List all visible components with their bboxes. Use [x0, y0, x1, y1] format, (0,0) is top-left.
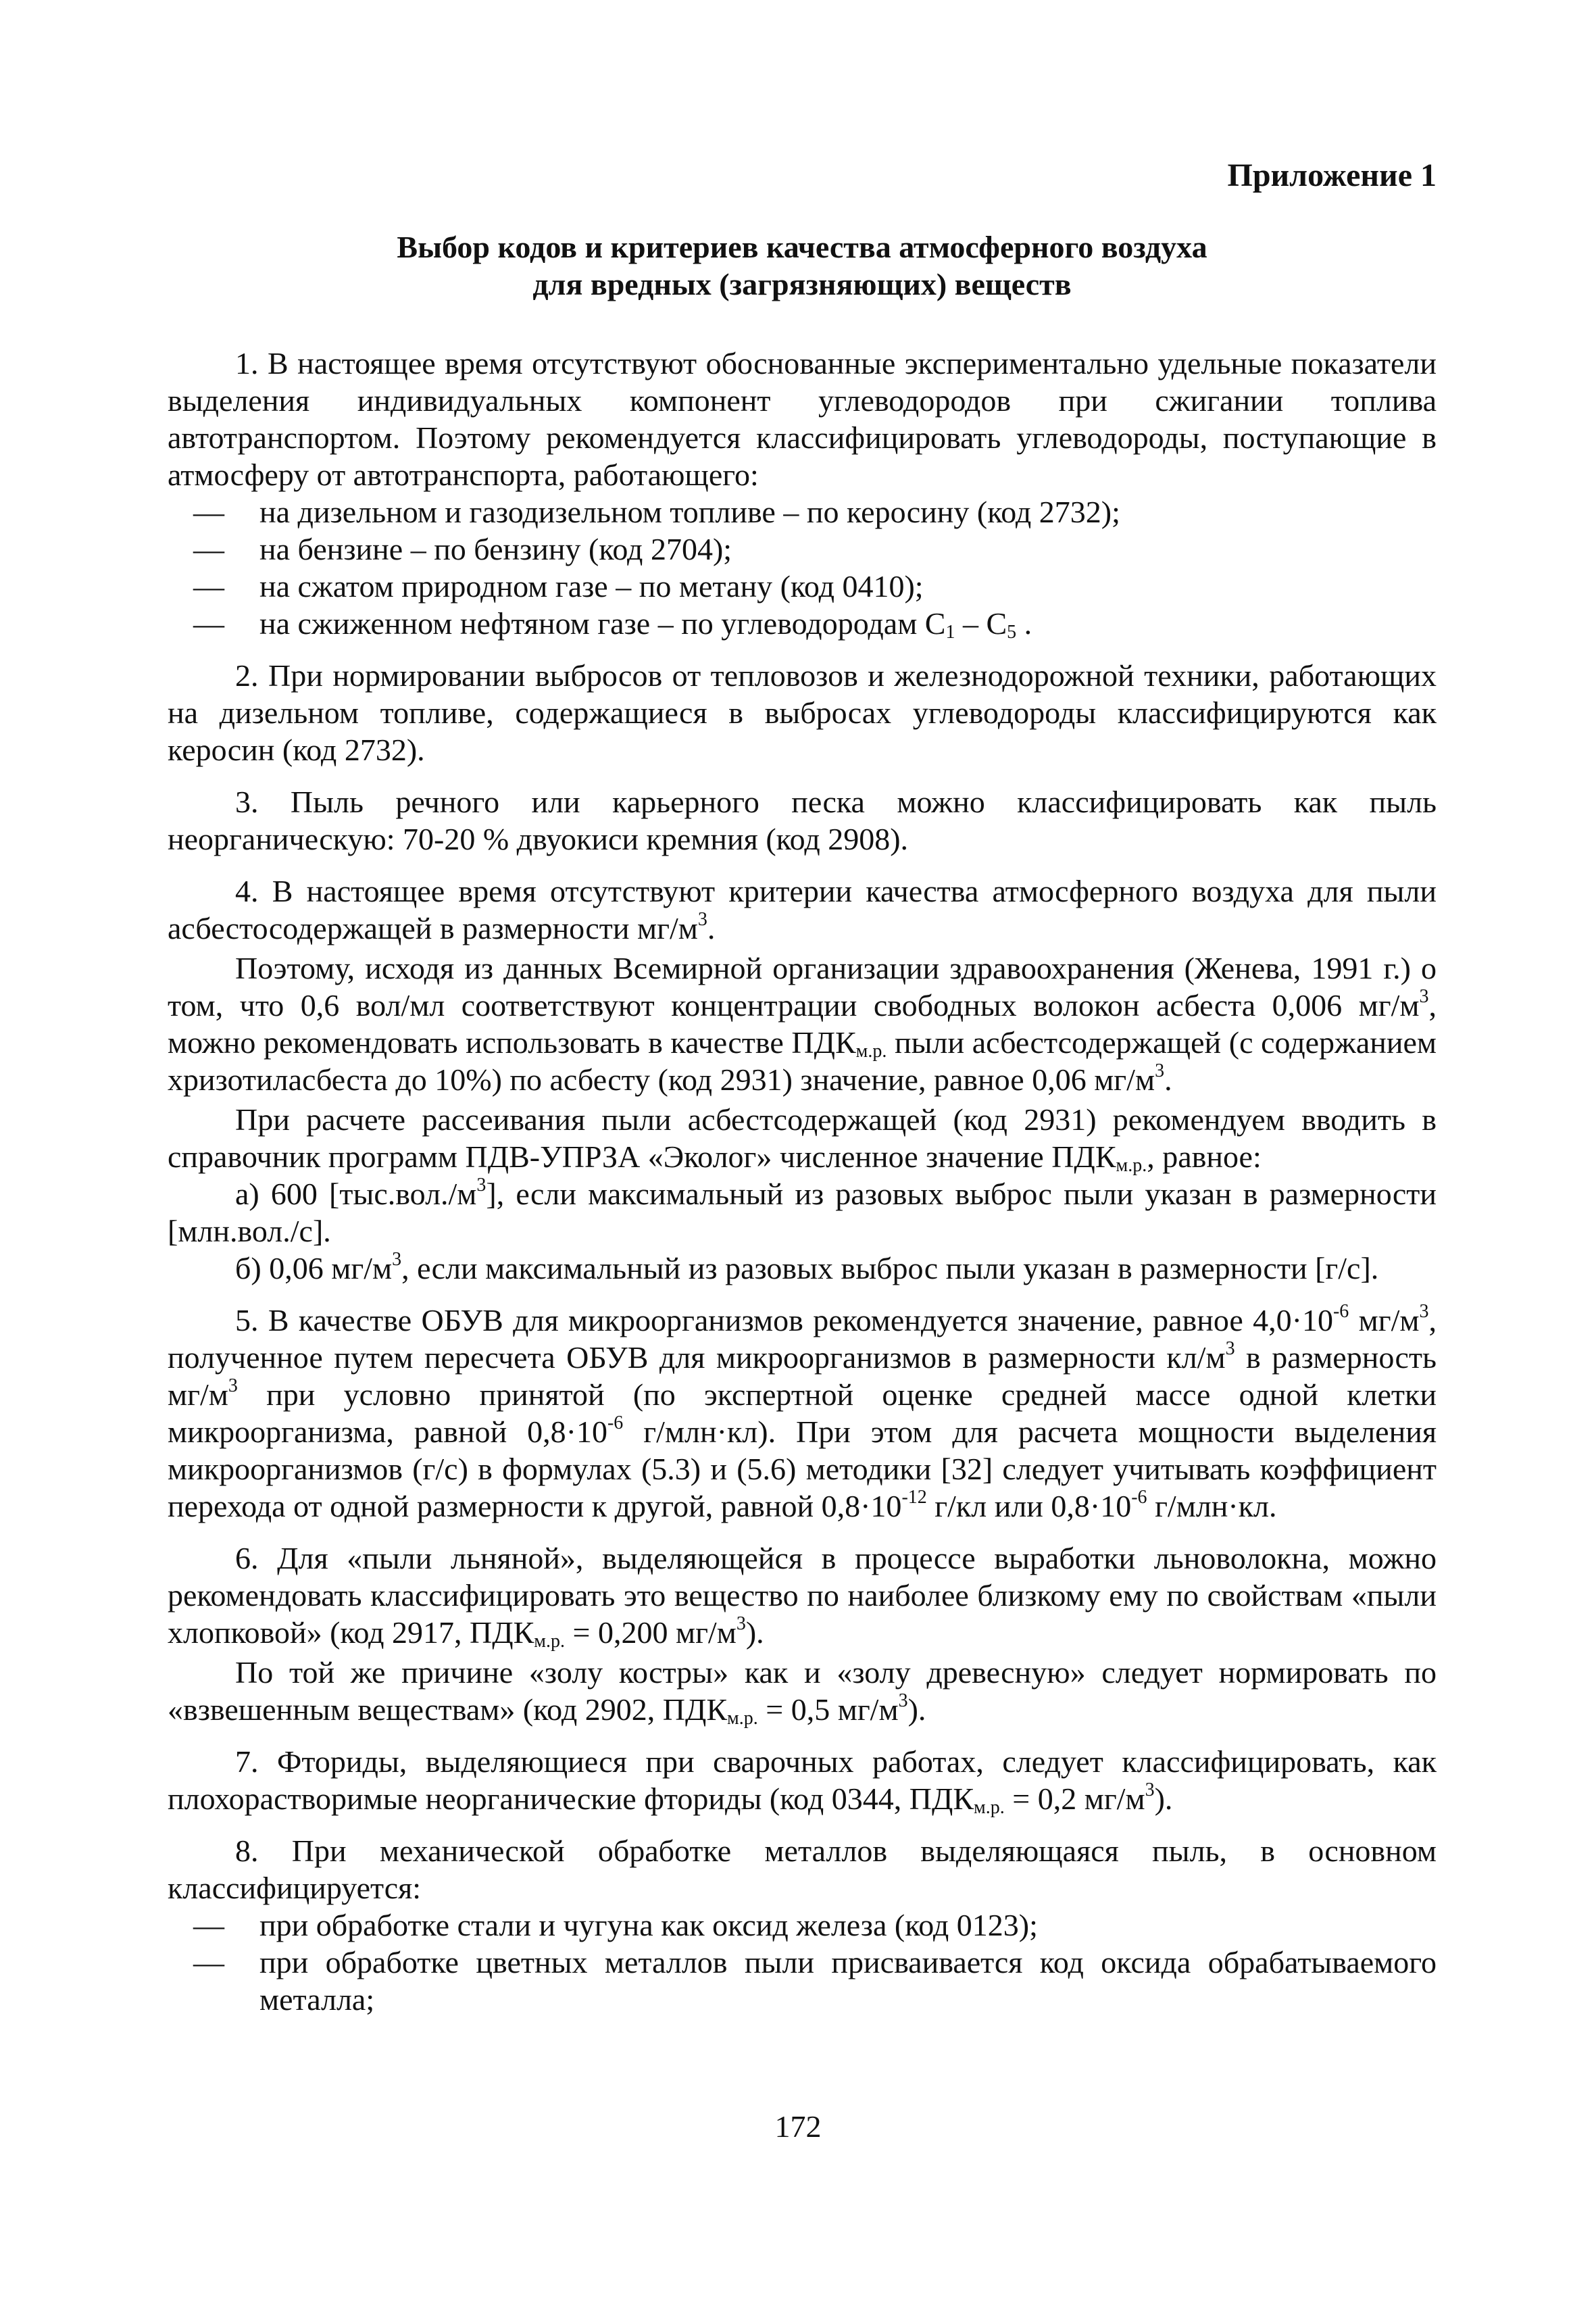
- section-2-paragraph: 2. При нормировании выбросов от тепловозов и железнодорожной техники, работающих на дизельном топливе, содержащиеся в выбросах углеводороды классифицируются как керосин (код 2732).: [168, 658, 1437, 767]
- section-4-option-b: б) 0,06 $мг/м^3$, если максимальный из разовых выброс пыли указан в размерности [г/с].: [235, 1249, 1379, 1285]
- list-item: — на сжиженном нефтяном газе – по углеводородам $C_1 - C_5$ .: [168, 605, 1437, 642]
- section-6-paragraph-2: По той же причине «золу костры» как и «золу древесную» следует нормировать по «взвешенным веществам» (код 2902, $ПДК_{м.р.} = 0,5$ $мг/м^3$).: [168, 1655, 1437, 1729]
- body-text: [168, 345, 1437, 2018]
- appendix-label: Приложение 1: [1227, 157, 1437, 193]
- section-6-paragraph-1: 6. Для «пыли льняной», выделяющейся в процессе выработки льноволокна, можно рекомендовать классифицировать это вещество по наиболее близкому ему по свойствам «пыли хлопковой» (код 2917, $ПДК_{м.р.} = 0,200$ $мг/м^3$).: [168, 1541, 1437, 1652]
- list-item: — при обработке цветных металлов пыли присваивается код оксида обрабатываемого металла;: [168, 1944, 1437, 2018]
- section-4-paragraph-1: 4. В настоящее время отсутствуют критерии качества атмосферного воздуха для пыли асбестосодержащей в размерности $мг/м^3$.: [168, 874, 1437, 945]
- section-7-paragraph: 7. Фториды, выделяющиеся при сварочных работах, следует классифицировать, как плохорастворимые неорганические фториды (код 0344, $ПДК_{м.р.} = 0,2$ $мг/м^3$).: [168, 1744, 1437, 1818]
- section-1-paragraph: 1. В настоящее время отсутствуют обоснованные экспериментально удельные показатели выделения индивидуальных компонент углеводородов при сжигании топлива автотранспортом. Поэтому рекомендуется классифицировать углеводороды, поступающие в атмосферу от автотранспорта, работающего:: [168, 346, 1437, 492]
- page-title: [168, 228, 1437, 303]
- section-8-paragraph: 8. При механической обработке металлов выделяющаяся пыль, в основном классифицируется:: [168, 1833, 1437, 1905]
- section-8-list: [168, 1906, 1437, 2018]
- section-3-paragraph: 3. Пыль речного или карьерного песка можно классифицировать как пыль неорганическую: 70-20 % двуокиси кремния (код 2908).: [168, 785, 1437, 856]
- section-5-paragraph: 5. В качестве ОБУВ для микроорганизмов рекомендуется значение, равное $4,0\cdot 10^{-6}$ $мг/м^3$, полученное путем пересчета ОБУВ для микроорганизмов в размерности $кл/м^3$ в размерность $мг/м^3$ при условно принятой (по экспертной оценке средней массе одной клетки микроорганизма, равной $0,8\cdot 10^{-6}$ г/млн·кл). При этом для расчета мощности выделения микроорганизмов (г/с) в формулах (5.3) и (5.6) методики [32] следует учитывать коэффициент перехода от одной размерности к другой, равной $0,8\cdot 10^{-12}$ г/кл или $0,8\cdot 10^{-6}$ г/млн·кл.: [168, 1301, 1437, 1523]
- section-4-option-a: а) 600 $[тыс.вол./м^3]$, если максимальный из разовых выброс пыли указан в размерности [млн.вол./с].: [168, 1175, 1437, 1248]
- list-item: — на дизельном и газодизельном топливе – по керосину (код 2732);: [168, 493, 1437, 531]
- section-4-paragraph-2: Поэтому, исходя из данных Всемирной организации здравоохранения (Женева, 1991 г.) о том, что 0,6 вол/мл соответствуют концентрации свободных волокон асбеста 0,006 $мг/м^3$, можно рекомендовать использовать в качестве $ПДК_{м.р.}$ пыли асбестсодержащей (с содержанием хризотиласбеста до 10%) по асбесту (код 2931) значение, равное 0,06 $мг/м^3$.: [168, 951, 1437, 1097]
- list-item: — на бензине – по бензину (код 2704);: [168, 531, 1437, 568]
- section-4-paragraph-3: При расчете рассеивания пыли асбестсодержащей (код 2931) рекомендуем вводить в справочник программ ПДВ-УПРЗА «Эколог» численное значение $ПДК_{м.р.}$, равное:: [168, 1102, 1437, 1176]
- page-number: 172: [774, 2109, 822, 2144]
- list-item: — на сжатом природном газе – по метану (код 0410);: [168, 568, 1437, 605]
- list-item: — при обработке стали и чугуна как оксид железа (код 0123);: [168, 1906, 1437, 1944]
- title-line-2: для вредных (загрязняющих) веществ: [532, 267, 1072, 301]
- section-1-list: [168, 493, 1437, 642]
- title-line-1: Выбор кодов и критериев качества атмосферного воздуха: [397, 230, 1207, 264]
